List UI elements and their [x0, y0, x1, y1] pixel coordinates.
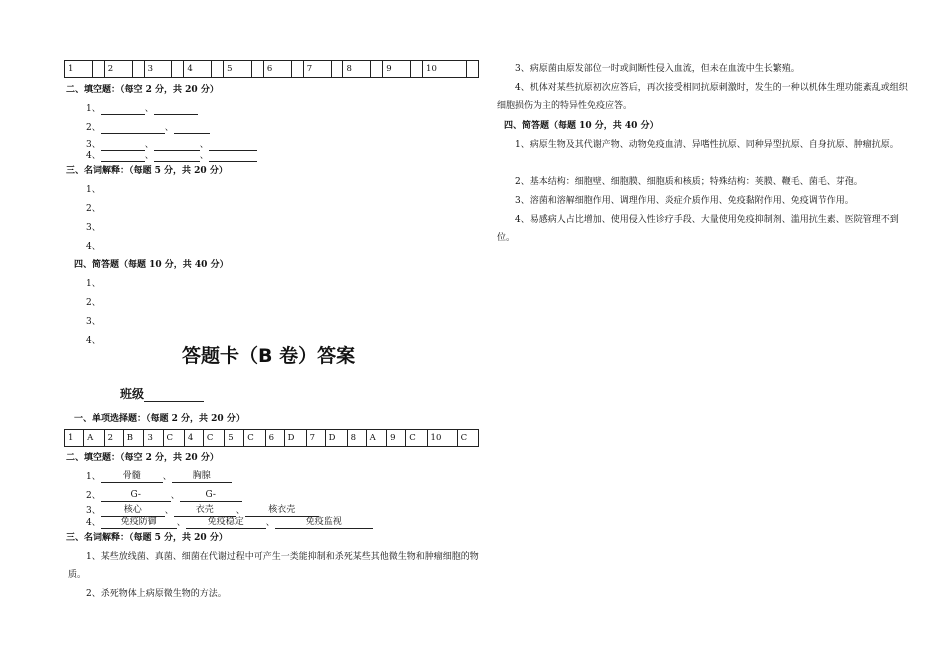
answer-fill-item: 4、 免疫防御 、 免疫稳定 、 免疫监视 [86, 517, 373, 529]
term-heading: 三、名词解释：（每题 5 分，共 20 分） [66, 166, 228, 176]
answer-fill-item: 2、 G- 、 G- [86, 490, 242, 502]
fill-item: 2、 、 [86, 122, 210, 134]
answer-short-4: 4、易感病人占比增加、使用侵入性诊疗手段、大量使用免疫抑制剂、滥用抗生素、医院管理不到位。 [497, 215, 899, 243]
answer-short-heading: 四、简答题（每题 10 分，共 40 分） [504, 121, 659, 131]
answer-term-4: 4、机体对某些抗原初次应答后，再次接受相同抗原刺激时，发生的一种以机体生理功能紊乱或组织细胞损伤为主的特异性免疫应答。 [497, 83, 908, 111]
short-item: 4、 [86, 336, 101, 346]
answer-cell: A [84, 430, 105, 447]
answer-cell: D [284, 430, 306, 447]
term-item: 4、 [86, 242, 101, 252]
grid-cell: 1 [65, 61, 93, 78]
answer-fill-item: 1、 骨髓 、 胸腺 [86, 471, 232, 483]
answer-term-heading: 三、名词解释：（每题 5 分，共 20 分） [66, 533, 228, 543]
class-field: 班级 [120, 386, 204, 402]
answer-short-3: 3、溶菌和溶解细胞作用、调理作用、炎症介质作用、免疫黏附作用、免疫调节作用。 [515, 196, 854, 206]
answer-cell: C [457, 430, 478, 447]
term-item: 2、 [86, 204, 101, 214]
grid-cell: 4 [184, 61, 212, 78]
grid-cell: 5 [224, 61, 252, 78]
answer-term-3: 3、病原菌由原发部位一时或间断性侵入血流，但未在血流中生长繁殖。 [515, 64, 800, 74]
choice-heading: 一、单项选择题：（每题 2 分，共 20 分） [74, 414, 245, 424]
fill-item: 3、 、 、 [86, 139, 257, 151]
short-item: 3、 [86, 317, 101, 327]
grid-cell: 9 [383, 61, 411, 78]
answer-cell: C [203, 430, 224, 447]
fill-item: 4、 、 、 [86, 150, 257, 162]
answer-cell: A [366, 430, 387, 447]
answer-cell: C [163, 430, 184, 447]
answer-fill-heading: 二、填空题：（每空 2 分，共 20 分） [66, 453, 219, 463]
answer-cell: C [406, 430, 427, 447]
fill-heading: 二、填空题：（每空 2 分，共 20 分） [66, 85, 219, 95]
short-heading: 四、简答题（每题 10 分，共 40 分） [74, 260, 229, 270]
answer-fill-item: 3、 核心 、 衣壳 、 核衣壳 [86, 505, 319, 517]
answer-term-1: 1、某些放线菌、真菌、细菌在代谢过程中可产生一类能抑制和杀死某些其他微生物和肿瘤细胞的物质。 [68, 552, 479, 580]
grid-cell: 6 [263, 61, 291, 78]
term-item: 3、 [86, 223, 101, 233]
number-grid-top [64, 60, 479, 78]
fill-item: 1、 、 [86, 103, 198, 115]
answer-grid: 1 A 2 B 3 C 4 C 5 C 6 D 7 D 8 A 9 C 10 C [64, 429, 479, 447]
grid-cell: 3 [144, 61, 172, 78]
grid-cell: 8 [343, 61, 371, 78]
grid-cell: 7 [303, 61, 331, 78]
term-item: 1、 [86, 185, 101, 195]
answer-title: 答题卡（B 卷）答案 [182, 345, 356, 367]
answer-term-2: 2、杀死物体上病原微生物的方法。 [86, 589, 227, 599]
grid-cell: 2 [104, 61, 132, 78]
short-item: 2、 [86, 298, 101, 308]
answer-short-1: 1、病原生物及其代谢产物、动物免疫血清、异嗜性抗原、同种异型抗原、自身抗原、肿瘤抗原。 [515, 140, 899, 150]
grid-cell: 10 [423, 61, 467, 78]
answer-cell: B [123, 430, 144, 447]
answer-cell: C [244, 430, 265, 447]
short-item: 1、 [86, 279, 101, 289]
answer-cell: D [325, 430, 347, 447]
answer-short-2: 2、基本结构：细胞壁、细胞膜、细胞质和核质；特殊结构：荚膜、鞭毛、菌毛、芽孢。 [515, 177, 863, 187]
